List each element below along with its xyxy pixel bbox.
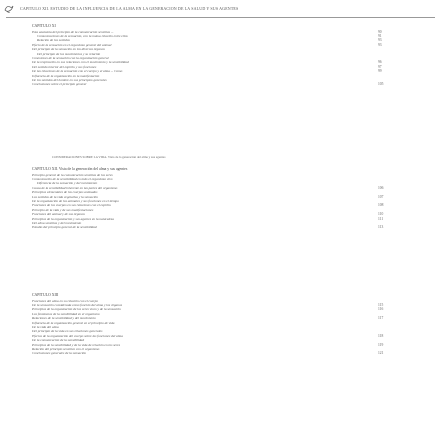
- toc-entry-text: Relación de los sentidos: [37, 38, 70, 43]
- toc-entry-text: Principios de la organización de los seres vivos y de la sensación: [32, 307, 121, 312]
- toc-entry: [32, 351, 419, 355]
- middle-heading: CONSIDERACIONES SOBRE LA VIDA. Vista de la generación del alma y sus agentes: [52, 155, 166, 159]
- toc-section-3: [32, 293, 419, 356]
- toc-entry-text: Principio de la vida y de sus manifestaciones: [32, 207, 94, 212]
- toc-entry-text: Funciones del alma en su relación con el cuerpo: [32, 298, 98, 303]
- toc-entry-text: Conexiones de la sensación con la organización general: [32, 55, 109, 60]
- toc-entry-page-number: 113: [378, 225, 384, 230]
- toc-entry-text: Funciones de los cuerpos en sus relaciones con el espíritu: [32, 203, 111, 208]
- toc-entry-text: Diferencia de la sensación y del movimiento: [37, 181, 98, 186]
- toc-entry-text: Del principio de la vida en sus relaciones generales: [32, 329, 103, 334]
- toc-section-2: [32, 167, 419, 230]
- toc-entry-text: Funciones del animal y de sus órganos: [32, 212, 85, 217]
- toc-entries: [32, 30, 419, 87]
- toc-entry-page-number: 107: [378, 194, 384, 199]
- toc-entry-page-number: 97: [378, 64, 382, 69]
- toc-entry-text: Comunicaciones de la sensación, con la mutua relación entre ellos: [37, 33, 128, 38]
- toc-entry-page-number: 105: [378, 82, 384, 87]
- toc-entry-text: De la respiración en sus relaciones con el movimiento y la sensibilidad: [32, 60, 129, 65]
- toc-entry-text: Influencia de la organización en la manifestación: [32, 73, 100, 78]
- toc-section-1: [32, 24, 419, 87]
- section-title: CAPITULO XIII: [32, 293, 59, 297]
- toc-entry-text: Del alma sensitiva y del movimiento: [32, 220, 82, 225]
- page-header: [0, 0, 441, 18]
- toc-entry-page-number: 111: [378, 216, 384, 221]
- toc-entry-text: De la comunicación de la sensibilidad: [32, 338, 85, 343]
- toc-entry-text: Del principio de la sensación en los diversos órganos: [32, 47, 105, 52]
- toc-entry-text: De la organización de los animales y sus funciones en el tiempo: [32, 198, 119, 203]
- toc-entry-page-number: 116: [378, 307, 384, 312]
- toc-entry-text: De las relaciones de la sensación con el cuerpo y el alma ... Como: [32, 69, 123, 74]
- toc-entry-page-number: 90: [378, 29, 382, 34]
- toc-entry-page-number: 117: [378, 316, 384, 321]
- toc-entry-page-number: 110: [378, 212, 384, 217]
- toc-entry-text: De la sensación considerada como función del alma y los órganos: [32, 302, 123, 307]
- toc-entry-page-number: 93: [378, 38, 382, 43]
- toc-entry-text: Los sentidos de la vida vegetativa y la sensación: [32, 194, 98, 199]
- toc-entry-text: Principio general de la comunicación sensitiva de los seres: [32, 172, 113, 177]
- toc-entry-text: Relación del principio sensitivo con el organismo: [32, 346, 100, 351]
- toc-entry: [32, 225, 419, 229]
- toc-entry-page-number: 99: [378, 69, 382, 74]
- toc-entry-text: Comunicación de la sensibilidad en todo el organismo vivo: [32, 176, 113, 181]
- toc-entry-text: Del sentido interior del espíritu y sus funciones: [32, 64, 97, 69]
- toc-entry-page-number: 91: [378, 33, 382, 38]
- toc-entry-page-number: 106: [378, 185, 384, 190]
- toc-entry-text: Relaciones de la sensibilidad y del movimiento: [32, 316, 96, 321]
- toc-entry-page-number: 118: [378, 333, 384, 338]
- toc-entry-text: Esta anatomía del principio de la comunicación sensitiva ...: [32, 29, 114, 34]
- toc-entry-text: Influencia de la organización general en el principio de vida: [32, 320, 115, 325]
- section-title: CAPITULO XI: [32, 24, 56, 28]
- toc-entry-text: Los fenómenos de la sensibilidad en el organismo: [32, 311, 100, 316]
- toc-entry-text: Efectos de la organización del cuerpo sobre las funciones del alma: [32, 333, 123, 338]
- publisher-logo-icon: [4, 4, 14, 14]
- toc-entry-text: Conclusiones generales de la sensación: [32, 351, 87, 356]
- toc-entry-text: De la vida del alma: [32, 324, 59, 329]
- toc-entry: [32, 82, 419, 86]
- toc-entry-text: Efecto de la sensación en el organismo general del animal: [32, 42, 112, 47]
- toc-entry-page-number: 115: [378, 302, 384, 307]
- section-title: CAPITULO XII. Vista de la generación del alma y sus agentes: [32, 167, 128, 171]
- toc-entry-text: Conclusiones sobre el principio general: [32, 82, 87, 87]
- toc-entry-text: Causa de la sensibilidad inherente en las partes del organismo: [32, 185, 118, 190]
- toc-entry-page-number: 121: [378, 351, 384, 356]
- toc-entries: [32, 173, 419, 230]
- toc-entry-page-number: 93: [378, 42, 382, 47]
- toc-entry-text: Del principio de los movimientos y su relación: [37, 51, 101, 56]
- header-rule: [6, 17, 435, 18]
- toc-entry-text: Principios de la sensibilidad y de la vida de relación en los seres: [32, 342, 121, 347]
- toc-entries: [32, 299, 419, 356]
- toc-entry-text: Principios elementales de los cuerpos animados: [32, 190, 98, 195]
- toc-entry-text: De los sentidos del hombre en sus principios generales: [32, 77, 107, 82]
- toc-entry-page-number: 108: [378, 203, 384, 208]
- toc-entry-page-number: 119: [378, 342, 384, 347]
- running-head: CAPITULO XII. ESTUDIO DE LA INFLUENCIA DE LA ALMA EN LA GENERACION DE LA SALUD Y SUS AGENTES: [20, 6, 239, 11]
- toc-entry-page-number: 96: [378, 60, 382, 65]
- toc-entry-text: Estudio del principio general de la sensibilidad: [32, 225, 97, 230]
- toc-entry-text: Principios de la organización y sus agentes en la naturaleza: [32, 216, 114, 221]
